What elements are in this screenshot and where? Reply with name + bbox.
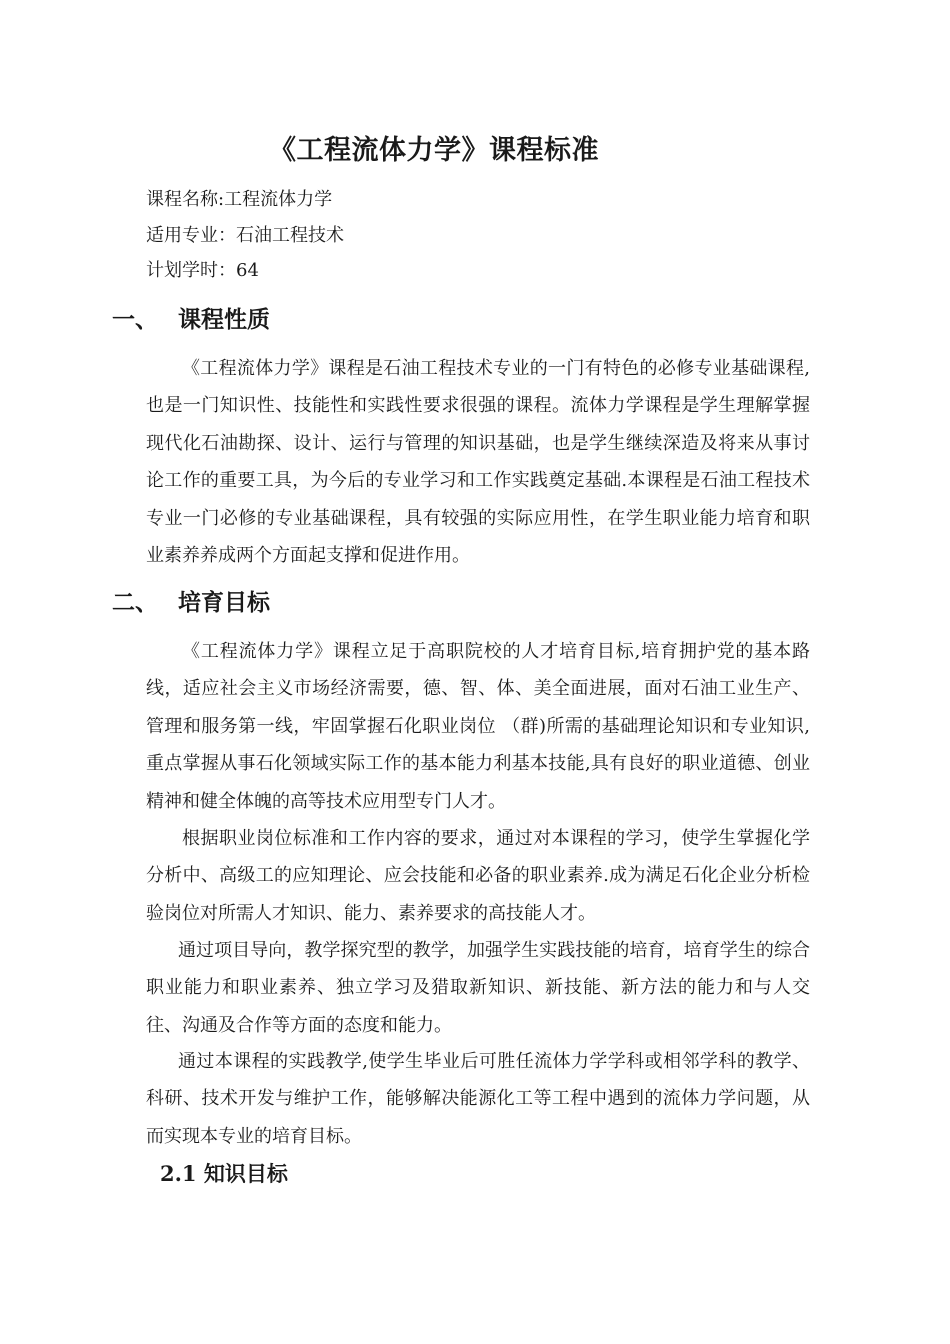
paragraph-goal-1: 《工程流体力学》课程立足于高职院校的人才培育目标,培育拥护党的基本路线，适应社会主义市场经济需要，德、智、体、美全面进展，面对石油工业生产、管理和服务第一线，牢固掌握石化职业岗位 （群)所需的基础理论知识和专业知识,重点掌握从事石化领域实际工作的基本能力利基本技能,具有良好的职业道德、创业精神和健全体魄的高等技术应用型专门人才。	[146, 641, 810, 812]
paragraph-goal-4: 通过本课程的实践教学,使学生毕业后可胜任流体力学学科或相邻学科的教学、科研、技术开发与维护工作，能够解决能源化工等工程中遇到的流体力学问题，从而实现本专业的培育目标。	[146, 1051, 810, 1147]
section-title: 课程性质	[178, 307, 270, 333]
meta-major: 适用专业：石油工程技术	[146, 225, 344, 246]
paragraph-goal-3: 通过项目导向，教学探究型的教学，加强学生实践技能的培育，培育学生的综合职业能力和职业素养、独立学习及猎取新知识、新技能、新方法的能力和与人交往、沟通及合作等方面的态度和能力。	[146, 940, 810, 1036]
section-number: 二、	[112, 590, 158, 616]
meta-course-name: 课程名称:工程流体力学	[146, 189, 333, 210]
document-title: 《工程流体力学》课程标准	[269, 135, 599, 166]
section-heading-1	[112, 305, 270, 335]
subsection-heading-2-1: 2.1 知识目标	[160, 1161, 288, 1186]
meta-hours: 计划学时：64	[146, 260, 259, 281]
section-number: 一、	[112, 307, 158, 333]
paragraph-course-nature: 《工程流体力学》课程是石油工程技术专业的一门有特色的必修专业基础课程,也是一门知识性、技能性和实践性要求很强的课程。流体力学课程是学生理解掌握现代化石油勘探、设计、运行与管理的知识基础，也是学生继续深造及将来从事讨论工作的重要工具，为今后的专业学习和工作实践奠定基础.本课程是石油工程技术专业一门必修的专业基础课程，具有较强的实际应用性，在学生职业能力培育和职业素养养成两个方面起支撑和促进作用。	[146, 358, 810, 567]
paragraph-goal-2: 根据职业岗位标准和工作内容的要求，通过对本课程的学习，使学生掌握化学分析中、高级工的应知理论、应会技能和必备的职业素养.成为满足石化企业分析检验岗位对所需人才知识、能力、素养要求的高技能人才。	[146, 828, 810, 924]
section-title: 培育目标	[178, 590, 270, 616]
section-heading-2	[112, 588, 270, 618]
